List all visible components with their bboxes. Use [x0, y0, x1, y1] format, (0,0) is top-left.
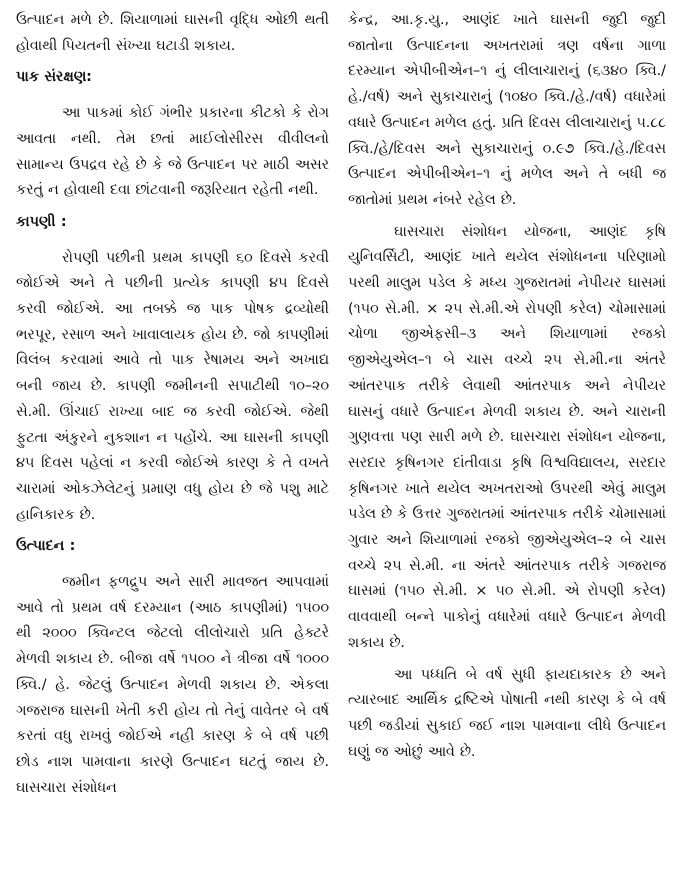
crop-protection-heading: પાક સંરક્ષણ:	[16, 69, 92, 86]
intro-paragraph: ઉત્પાદન મળે છે. શિયાળામાં ઘાસની વૃદ્ધિ ઓછી થતી હોવાથી પિયતની સંખ્યા ઘટાડી શકાય.	[16, 12, 329, 54]
method-conclusion-paragraph: આ પધ્ધતિ બે વર્ષ સુધી ફાયદાકારક છે અને ત્યારબાદ આર્થિક દ્રષ્ટિએ પોષાતી નથી કારણ કે બે વર્ષ પછી જડીયાં સુકાઈ જઈ નાશ પામવાના લીધે ઉત્પાદન ઘણું જ ઓછું આવે છે.	[348, 666, 666, 760]
intercrop-research-paragraph: ઘાસચારા સંશોધન યોજના, આણંદ કૃષિ યુનિવર્સિટી, આણંદ ખાતે થયેલ સંશોધનના પરિણામો પરથી માલુમ પડેલ કે મધ્ય ગુજરાતમાં નેપીયર ઘાસમાં (૧૫૦ સે.મી. × ૨૫ સે.મી.એ રોપણી કરેલ) ચોમાસામાં ચોળા જીએફસી–૩ અને શિયાળામાં રજકો જીએયુએલ–૧ બે ચાસ વચ્ચે ૨૫ સે.મી.ના અંતરે આંતરપાક તરીકે લેવાથી આંતરપાક અને નેપીયર ઘાસનું વધારે ઉત્પાદન મેળવી શકાય છે. અને ચારાની ગુણવત્તા પણ સારી મળે છે. ઘાસચારા સંશોધન યોજના, સરદાર કૃષિનગર દાંતીવાડા કૃષિ વિશ્વવિદ્યાલય, સરદાર કૃષિનગર ખાતે થયેલ અખતરાઓ ઉપરથી એવું માલુમ પડેલ છે કે ઉત્તર ગુજરાતમાં આંતરપાક તરીકે ચોમાસામાં ગુવાર અને શિયાળામાં રજકો જીએયુએલ–૨ બે ચાસ વચ્ચે ૨૫ સે.મી. ના અંતરે આંતરપાક તરીકે ગજરાજ ઘાસમાં (૧૫૦ સે.મી. × ૫૦ સે.મી. એ રોપણી કરેલ) વાવવાથી બન્ને પાકોનું વધારેમાં વધારે ઉત્પાદન મેળવી શકાય છે.	[348, 223, 666, 651]
harvest-paragraph: રોપણી પછીની પ્રથમ કાપણી ૬૦ દિવસે કરવી જોઈએ અને તે પછીની પ્રત્યેક કાપણી ૪૫ દિવસે કરવી જોઈએ. આ તબક્કે જ પાક પોષક દ્રવ્યોથી ભરપૂર, રસાળ અને ખાવાલાયક હોય છે. જો કાપણીમાં વિલંબ કરવામાં આવે તો પાક રેષામય અને અખાદ્ય બની જાય છે. કાપણી જમીનની સપાટીથી ૧૦–૨૦ સે.મી. ઊંચાઈ રાખ્યા બાદ જ કરવી જોઈએ. જેથી ફુટતા અંકુરને નુકશાન ન પહોંચે. આ ઘાસની કાપણી ૪૫ દિવસ પહેલાં ન કરવી જોઈએ કારણ કે તે વખતે ચારામાં ઓકઝેલેટનું પ્રમાણ વધુ હોય છે જે પશુ માટે હાનિકારક છે.	[16, 249, 329, 523]
harvest-heading: કાપણી :	[16, 213, 67, 230]
crop-protection-paragraph: આ પાકમાં કોઈ ગંભીર પ્રકારના કીટકો કે રોગ આવતા નથી. તેમ છતાં માઈલોસીરસ વીવીલનો સામાન્ય ઉપદ્રવ રહે છે કે જે ઉત્પાદન પર માઠી અસર કરતું ન હોવાથી દવા છાંટવાની જરૂરિયાત રહેતી નથી.	[16, 105, 329, 199]
variety-trial-paragraph: કેન્દ્ર, આ.કૃ.યુ., આણંદ ખાતે ઘાસની જુદી જુદી જાતોના ઉત્પાદનના અખતરામાં ત્રણ વર્ષના ગાળા દરમ્યાન એપીબીએન–૧ નું લીલાચારાનું (૬૩૪૦ ક્વિ./હે./વર્ષ) અને સુકાચારાનું (૧૦૪૦ ક્વિ./હે./વર્ષ) વધારેમાં વધારે ઉત્પાદન મળેલ હતું. પ્રતિ દિવસ લીલાચારાનું ૫.૮૮ ક્વિ./હે/દિવસ અને સુકાચારાનું ૦.૯૭ ક્વિ./હે./દિવસ ઉત્પાદન એપીબીએન–૧ નું મળેલ અને તે બધી જ જાતોમાં પ્રથમ નંબરે રહેલ છે.	[348, 12, 666, 208]
production-paragraph: જમીન ફળદ્રુપ અને સારી માવજત આપવામાં આવે તો પ્રથમ વર્ષ દરમ્યાન (આઠ કાપણીમાં) ૧૫૦૦ થી ૨૦૦૦ ક્વિન્ટલ જેટલો લીલોચારો પ્રતિ હેક્ટરે મેળવી શકાય છે. બીજા વર્ષે ૧૫૦૦ ને ત્રીજા વર્ષે ૧૦૦૦ ક્વિ./ હે. જેટલું ઉત્પાદન મેળવી શકાય છે. એકલા ગજરાજ ઘાસની ખેતી કરી હોય તો તેનું વાવેતર બે વર્ષ કરતાં વધુ રાખવું જોઈએ નહી કારણ કે બે વર્ષ પછી છોડ નાશ પામવાના કારણે ઉત્પાદન ઘટતું જાય છે. ઘાસચારા સંશોધન	[16, 574, 329, 796]
left-column	[16, 8, 329, 805]
right-column	[348, 8, 666, 771]
production-heading: ઉત્પાદન :	[16, 538, 76, 555]
